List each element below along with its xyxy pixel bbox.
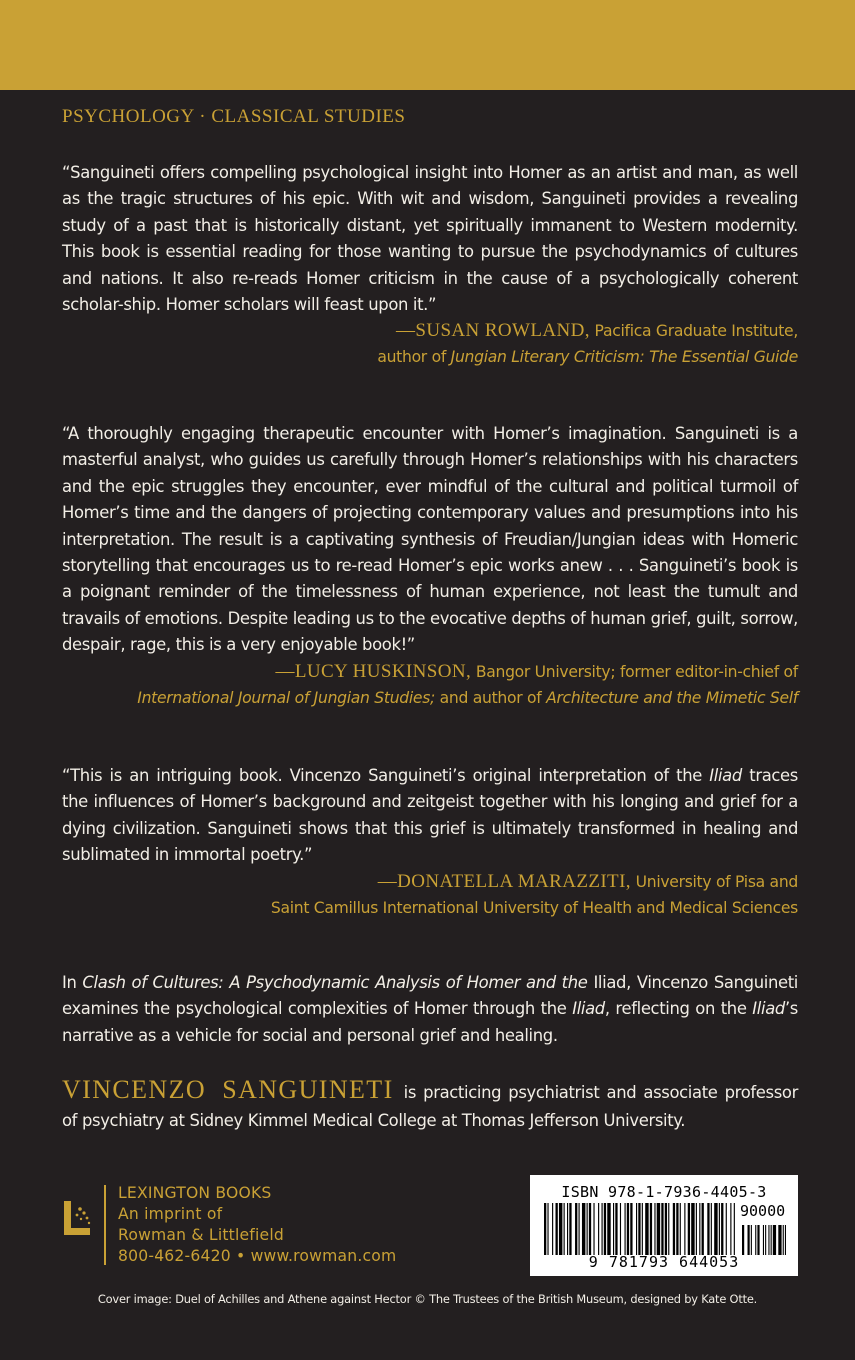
review-1-book-title: Jungian Literary Criticism: The Essential Guide <box>450 348 798 367</box>
barcode-bar <box>607 1203 610 1255</box>
barcode-bar <box>636 1203 637 1255</box>
barcode-bar <box>604 1203 606 1255</box>
review-3-attribution <box>62 869 798 895</box>
review-3 <box>62 763 798 921</box>
publisher-parent: Rowman & Littlefield <box>118 1226 284 1244</box>
barcode-bar <box>569 1203 571 1255</box>
review-1-credit-prefix: author of <box>377 348 451 367</box>
description-paragraph <box>62 970 798 1049</box>
barcode-addon-bar <box>755 1225 756 1255</box>
review-1-credit-line <box>62 344 798 370</box>
barcode-bar <box>627 1203 629 1255</box>
barcode-bar <box>719 1203 720 1255</box>
publisher-name: LEXINGTON BOOKS <box>118 1184 272 1202</box>
barcode-bar <box>684 1203 685 1255</box>
barcode-bar <box>676 1203 678 1255</box>
review-3-quote-b: traces the influences of Homer’s background and zeitgeist together with his longing and grief for a dying civilization. Sanguineti shows that this grief is ultimately transformed in healing and sublimated in immortal poetry.” <box>62 766 798 865</box>
description-iliad-2: Iliad <box>752 999 785 1019</box>
description-in: In <box>62 973 83 992</box>
barcode-addon-bar <box>768 1225 769 1255</box>
review-3-affiliation-line2: Saint Camillus International University of Health and Medical Sciences <box>270 898 798 917</box>
barcode-bar <box>544 1203 546 1255</box>
barcode-addon-bar <box>778 1225 781 1255</box>
barcode-addon-bar <box>751 1225 752 1255</box>
review-1-affiliation: Pacifica Graduate Institute, <box>594 322 798 341</box>
barcode-bar <box>589 1203 591 1255</box>
publisher-imprint: An imprint of <box>118 1205 223 1223</box>
barcode-bar <box>587 1203 588 1255</box>
author-bio <box>62 1076 798 1135</box>
barcode-addon-bar <box>757 1225 759 1255</box>
review-1-name: —SUSAN ROWLAND, <box>395 320 590 342</box>
review-2-credit-line <box>62 685 798 711</box>
book-description <box>62 970 798 1049</box>
barcode-bar <box>642 1203 643 1255</box>
barcode-bar <box>680 1203 681 1255</box>
barcode-bar <box>613 1203 614 1255</box>
barcode-bar <box>579 1203 580 1255</box>
barcode-bar <box>567 1203 568 1255</box>
barcode-addon-bar <box>748 1225 750 1255</box>
barcode-bar <box>721 1203 723 1255</box>
barcode-bar <box>556 1203 558 1255</box>
barcode-bar <box>711 1203 712 1255</box>
description-book-title: Clash of Cultures: A Psychodynamic Analysis of Homer and the <box>82 973 588 992</box>
barcode-bar <box>673 1203 675 1255</box>
description-text-c: ’s narrative as a vehicle for social and personal grief and healing. <box>62 999 798 1045</box>
barcode-bar <box>730 1203 731 1255</box>
review-1-attribution <box>62 318 798 344</box>
publisher-contact: 800-462-6420 • www.rowman.com <box>118 1247 397 1265</box>
barcode-bar <box>547 1203 548 1255</box>
publisher-divider <box>104 1185 106 1265</box>
barcode-bar <box>707 1203 709 1255</box>
barcode-bar <box>654 1203 655 1255</box>
barcode-bar <box>564 1203 565 1255</box>
barcode-addon-bar <box>783 1225 784 1255</box>
barcode-bar <box>688 1203 690 1255</box>
barcode-addon-bar <box>763 1225 764 1255</box>
barcode-bar <box>650 1203 652 1255</box>
review-1 <box>62 160 798 370</box>
barcode-addon-bar <box>765 1225 766 1255</box>
cover-credit: Cover image: Duel of Achilles and Athene against Hector © The Trustees of the British Museum, designed by Kate Otte. <box>97 1292 758 1306</box>
description-text-a: , Vincenzo Sanguineti examines the psychological complexities of Homer through the <box>62 973 798 1019</box>
review-2-journal-title: International Journal of Jungian Studies; <box>137 688 435 707</box>
barcode-bar <box>602 1203 603 1255</box>
barcode-bar <box>657 1203 660 1255</box>
price-code: 90000 <box>740 1202 786 1220</box>
barcode-bar <box>638 1203 640 1255</box>
barcode-bar <box>734 1203 735 1255</box>
barcode-addon-bar <box>742 1225 744 1255</box>
isbn-text: ISBN 978-1-7936-4405-3 <box>561 1183 767 1201</box>
author-bio-text: is practicing psychiatrist and associate professor of psychiatry at Sidney Kimmel Medical College at Thomas Jefferson University. <box>62 1083 798 1130</box>
barcode-bar <box>575 1203 577 1255</box>
review-3-quote-italic: Iliad <box>709 766 742 785</box>
review-2-attribution <box>62 659 798 685</box>
barcode-bar <box>552 1203 553 1255</box>
review-3-affiliation: University of Pisa and <box>635 872 798 891</box>
lexington-logo-icon <box>62 1197 96 1241</box>
barcode-bar <box>625 1203 626 1255</box>
barcode-bar <box>691 1203 694 1255</box>
barcode-bar <box>645 1203 648 1255</box>
review-2 <box>62 421 798 711</box>
barcode-bar <box>714 1203 717 1255</box>
barcode-bar <box>702 1203 704 1255</box>
category-label: PSYCHOLOGY · CLASSICAL STUDIES <box>62 106 406 127</box>
isbn-barcode <box>530 1175 798 1276</box>
author-name: VINCENZO SANGUINETI <box>62 1075 394 1104</box>
review-2-credit-mid: and author of <box>434 688 547 707</box>
barcode-bar <box>630 1203 632 1255</box>
author-bio-paragraph <box>62 1076 798 1135</box>
review-1-quote: “Sanguineti offers compelling psychological insight into Homer as an artist and man, as well as the tragic structures of his epic. With wit and wisdom, Sanguineti provides a revealing study of a past that is historically distant, yet spiritually immanent to Western modernity. This book is essential reading for those wanting to pursue the psychodynamics of cultures and nations. It also re-reads Homer criticism in the cause of a psychologically coherent scholar-ship. Homer scholars will feast upon it.” <box>62 163 798 315</box>
barcode-bar <box>668 1203 669 1255</box>
barcode-bar <box>593 1203 594 1255</box>
publisher-text <box>118 1183 396 1267</box>
review-3-quote <box>62 763 798 869</box>
barcode-bars <box>540 1203 788 1255</box>
barcode-addon-bar <box>785 1225 786 1255</box>
barcode-bar <box>615 1203 617 1255</box>
review-2-quote: “A thoroughly engaging therapeutic encounter with Homer’s imagination. Sanguineti is a masterful analyst, who guides us carefully through Homer’s relationships with his characters and the epic struggles they encounter, ever mindful of the cultural and political turmoil of Homer’s time and the dangers of projecting contemporary values and presumptions into his interpretation. The result is a captivating synthesis of Freudian/Jungian ideas with Homeric storytelling that encourages us to re-read Homer’s epic works anew . . . Sanguineti’s book is a poignant reminder of the timelessness of human experience, not least the tumult and travails of emotions. Despite leading us to the evocative depths of human grief, guilt, sorrow, despair, rage, this is a very enjoyable book!” <box>62 424 798 655</box>
top-color-band <box>0 0 855 90</box>
description-iliad-1: Iliad <box>572 999 605 1019</box>
barcode-bar <box>696 1203 697 1255</box>
barcode-addon-bar <box>773 1225 776 1255</box>
barcode-bar <box>598 1203 599 1255</box>
review-3-quote-a: “This is an intriguing book. Vincenzo Sanguineti’s original interpretation of the <box>62 766 710 785</box>
barcode-digits: 9 781793 644053 <box>588 1253 740 1271</box>
review-2-name: —LUCY HUSKINSON, <box>275 660 472 682</box>
barcode-bar <box>665 1203 667 1255</box>
review-2-affiliation: Bangor University; former editor-in-chief of <box>475 662 798 681</box>
barcode-bar <box>726 1203 727 1255</box>
barcode-bar <box>661 1203 663 1255</box>
barcode-bar <box>582 1203 585 1255</box>
description-title-end: Iliad <box>587 973 627 992</box>
barcode-addon-bar <box>771 1225 772 1255</box>
review-3-name: —DONATELLA MARAZZITI, <box>377 870 631 892</box>
review-2-book-title: Architecture and the Mimetic Self <box>546 688 798 707</box>
description-text-b: , reflecting on the <box>604 999 753 1019</box>
barcode-bar <box>699 1203 700 1255</box>
barcode-bar <box>620 1203 621 1255</box>
barcode-bar <box>559 1203 562 1255</box>
